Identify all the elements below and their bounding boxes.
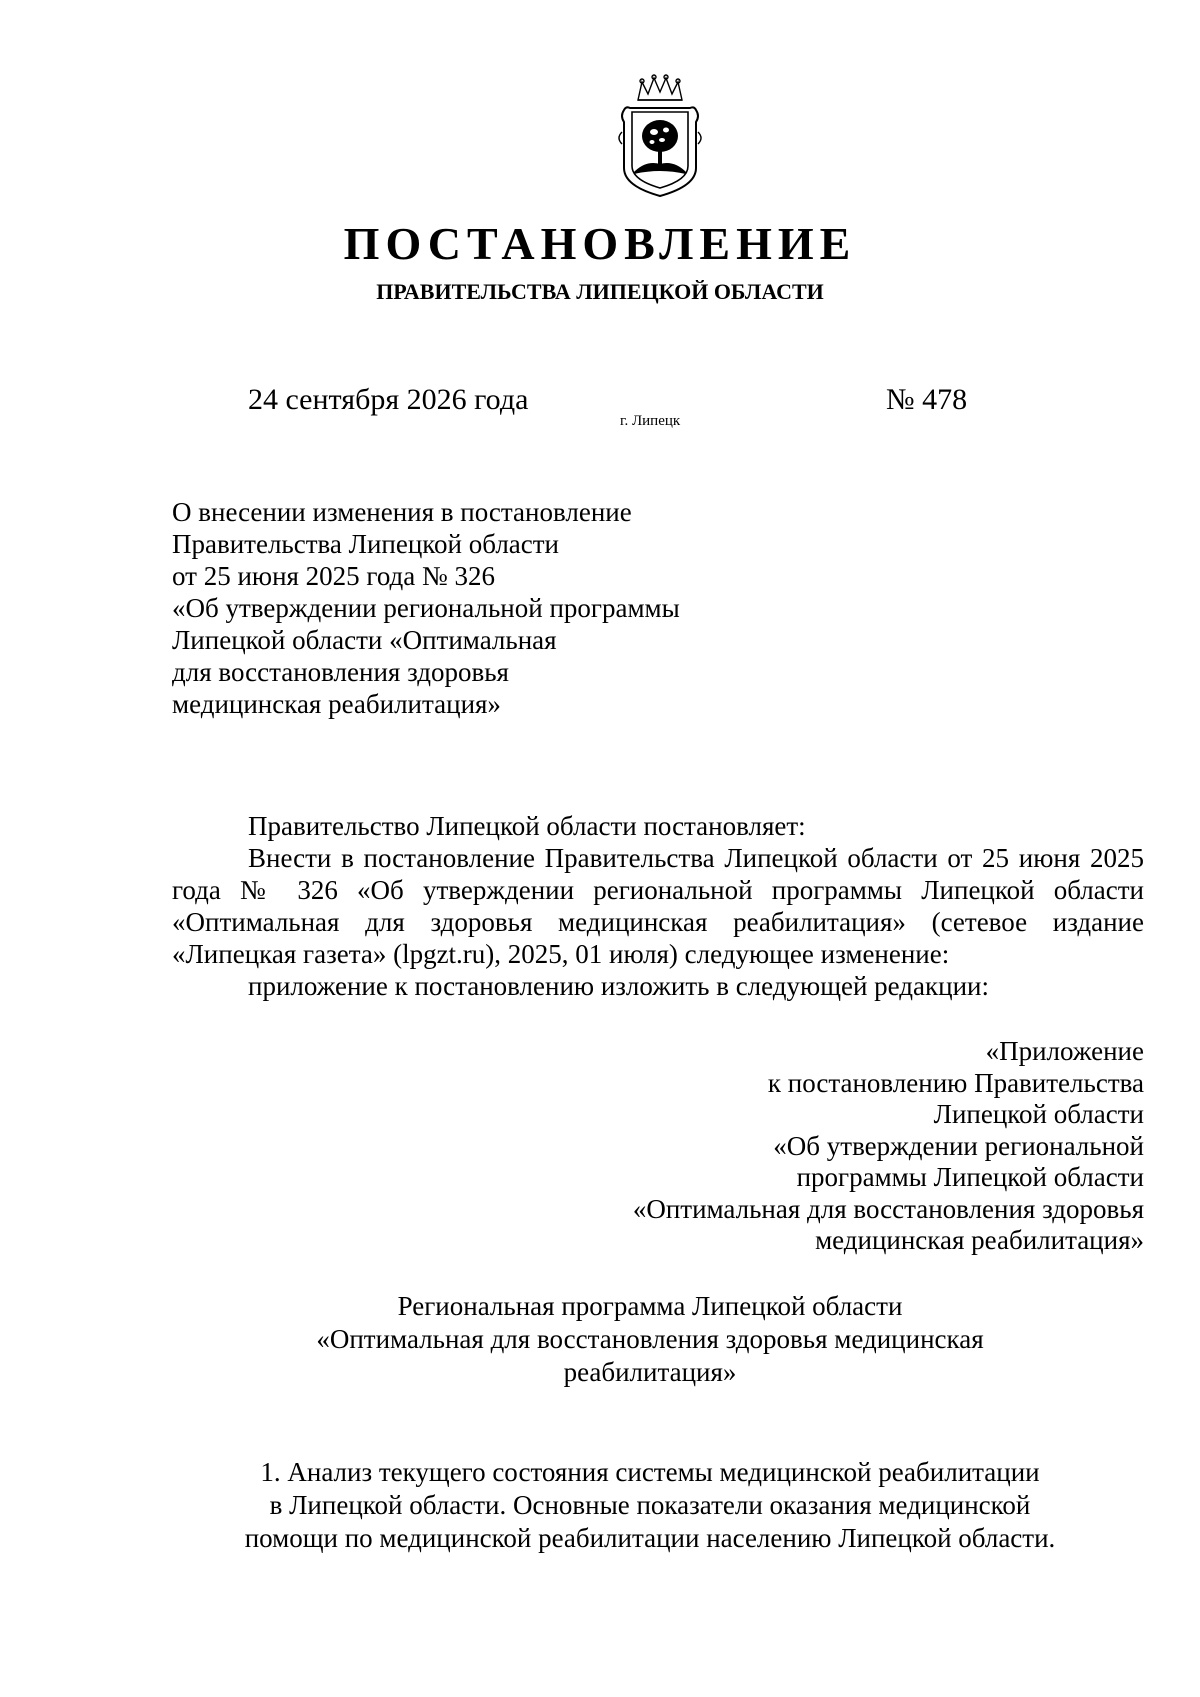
document-title: ПОСТАНОВЛЕНИЕ xyxy=(343,218,857,269)
section-heading-line: в Липецкой области. Основные показатели оказания медицинской xyxy=(269,1490,1031,1520)
appendix-line: «Об утверждении региональной xyxy=(773,1130,1144,1161)
heading-line: от 25 июня 2025 года № 326 xyxy=(172,561,496,591)
program-title xyxy=(0,1290,1200,1389)
section-heading-line: 1. Анализ текущего состояния системы медицинской реабилитации xyxy=(260,1457,1040,1487)
resolution-body xyxy=(172,810,1144,1002)
appendix-line: к постановлению Правительства xyxy=(767,1067,1144,1098)
issuing-authority: ПРАВИТЕЛЬСТВА ЛИПЕЦКОЙ ОБЛАСТИ xyxy=(376,279,824,304)
body-paragraph: Внести в постановление Правительства Липецкой области от 25 июня 2025 года № 326 «Об утверждении региональной программы Липецкой области «Оптимальная для здоровья медицинская реабилитация» (сетевое издание «Липецкая газета» (lpgzt.ru), 2025, 01 июля) следующее изменение: xyxy=(172,843,1144,969)
section-heading xyxy=(0,1456,1200,1555)
body-paragraph: Правительство Липецкой области постановляет: xyxy=(248,811,806,841)
section-heading-line: помощи по медицинской реабилитации населению Липецкой области. xyxy=(244,1523,1056,1553)
program-title-line: реабилитация» xyxy=(563,1357,737,1387)
program-title-line: Региональная программа Липецкой области xyxy=(397,1291,903,1321)
document-date: 24 сентября 2026 года xyxy=(248,383,529,416)
document-number: № 478 xyxy=(886,383,968,416)
appendix-line: Липецкой области xyxy=(933,1099,1144,1129)
body-paragraph: приложение к постановлению изложить в следующей редакции: xyxy=(248,971,989,1001)
document-city: г. Липецк xyxy=(620,413,681,429)
heading-line: Правительства Липецкой области xyxy=(172,529,560,559)
lipetsk-coat-of-arms-icon xyxy=(616,72,704,200)
resolution-heading xyxy=(172,496,872,720)
appendix-reference xyxy=(633,1036,1144,1257)
program-title-line: «Оптимальная для восстановления здоровья медицинская xyxy=(316,1324,984,1354)
heading-line: для восстановления здоровья xyxy=(172,657,509,687)
appendix-line: медицинская реабилитация» xyxy=(815,1225,1144,1255)
appendix-line: «Приложение xyxy=(985,1036,1144,1066)
heading-line: медицинская реабилитация» xyxy=(172,689,501,719)
heading-line: О внесении изменения в постановление xyxy=(172,497,632,527)
heading-line: Липецкой области «Оптимальная xyxy=(172,625,557,655)
heading-line: «Об утверждении региональной программы xyxy=(172,593,680,623)
appendix-line: программы Липецкой области xyxy=(796,1162,1144,1192)
appendix-line: «Оптимальная для восстановления здоровья xyxy=(632,1193,1144,1224)
